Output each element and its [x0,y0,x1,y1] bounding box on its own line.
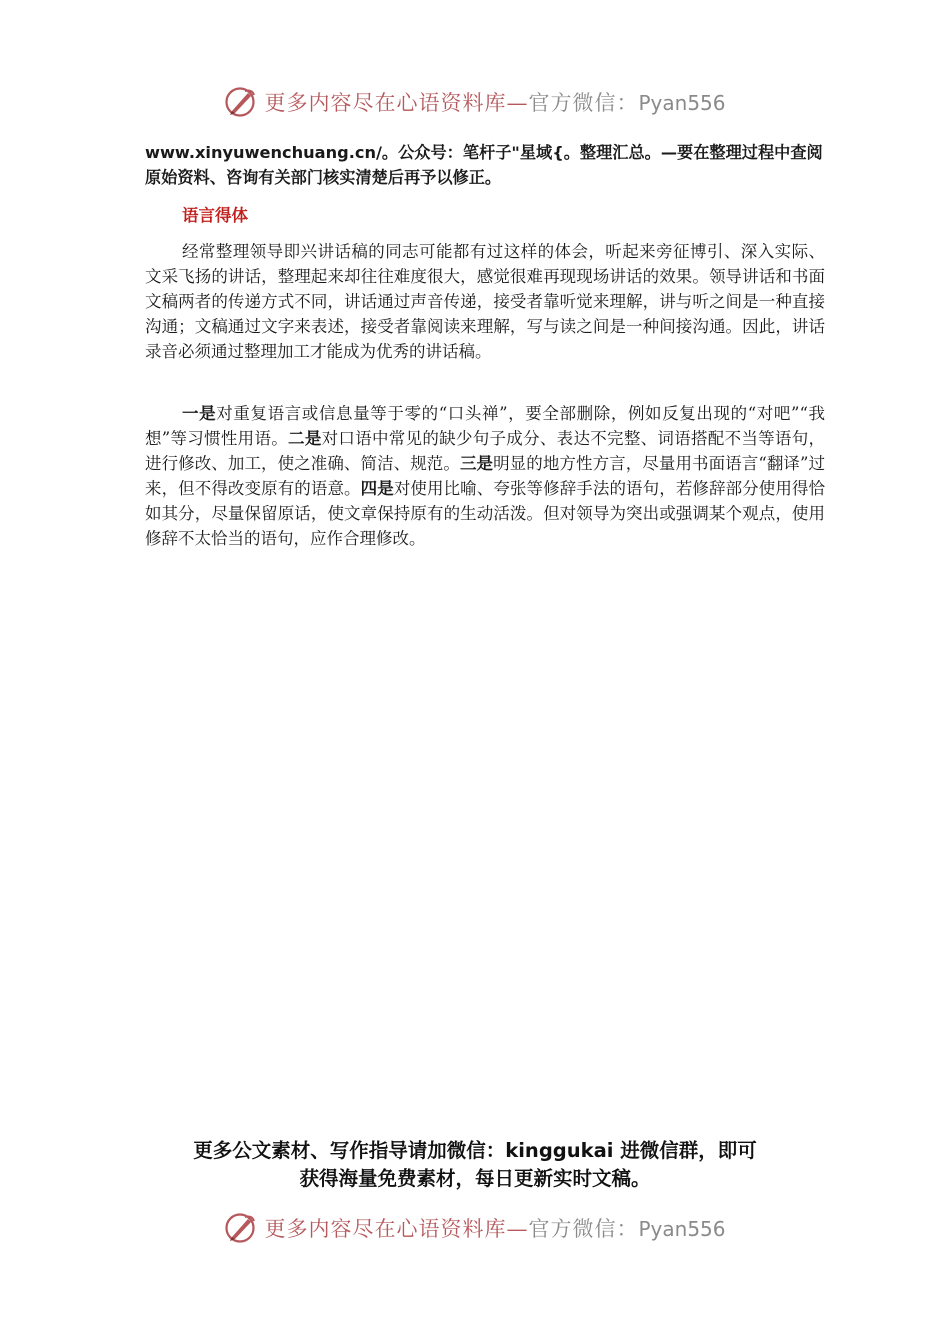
point-3-text: 明显的地方性方言，尽量用书面语言“翻译”过来，但不得改变原有的语意。 [145,454,826,498]
paragraph-1: 经常整理领导即兴讲话稿的同志可能都有过这样的体会，听起来旁征博引、深入实际、文采飞扬的讲话，整理起来却往往难度很大，感觉很难再现现场讲话的效果。领导讲话和书面文稿两者的传递方式不同，讲话通过声音传递，接受者靠听觉来理解，讲与听之间是一种直接沟通；文稿通过文字来表述，接受者靠阅读来理解，写与读之间是一种间接沟通。因此，讲话录音必须通过整理加工才能成为优秀的讲话稿。 [145,242,825,361]
point-3-label: 三是 [459,454,494,473]
pen-logo-icon [224,1211,258,1245]
point-2-text: 对口语中常见的缺少句子成分、表达不完整、词语搭配不当等语句，进行修改、加工，使之准确、简洁、规范。 [145,429,826,473]
footer-promo-line-1: 更多公文素材、写作指导请加微信：kinggukai 进微信群，即可 [193,1139,757,1162]
point-4-text: 对使用比喻、夸张等修辞手法的语句，若修辞部分使用得恰如其分，尽量保留原话，使文章保持原有的生动活泼。但对领导为突出或强调某个观点，使用修辞不太恰当的语句，应作合理修改。 [145,479,826,548]
point-2-label: 二是 [288,429,322,448]
section-heading: 语言得体 [182,206,248,225]
footer-promo-line-2: 获得海量免费素材，每日更新实时文稿。 [299,1167,651,1190]
paragraph-2 [145,401,825,551]
footer-promo [130,1137,820,1193]
footer-banner-text: 更多内容尽在心语资料库—官方微信：Pyan556 [264,1217,726,1241]
footer-banner [0,1206,950,1250]
header-banner-text: 更多内容尽在心语资料库—官方微信：Pyan556 [264,91,726,115]
point-1-label: 一是 [182,404,217,423]
point-1-text: 对重复语言或信息量等于零的“口头禅”，要全部删除，例如反复出现的“对吧”“我想”等习惯性用语。 [145,404,825,448]
header-banner [0,80,950,124]
point-4-label: 四是 [360,479,394,498]
pen-logo-icon [224,85,258,119]
intro-text: www.xinyuwenchuang.cn/。公众号：笔杆子"星域{。整理汇总。—要在整理过程中查阅原始资料、咨询有关部门核实清楚后再予以修正。 [145,143,823,187]
